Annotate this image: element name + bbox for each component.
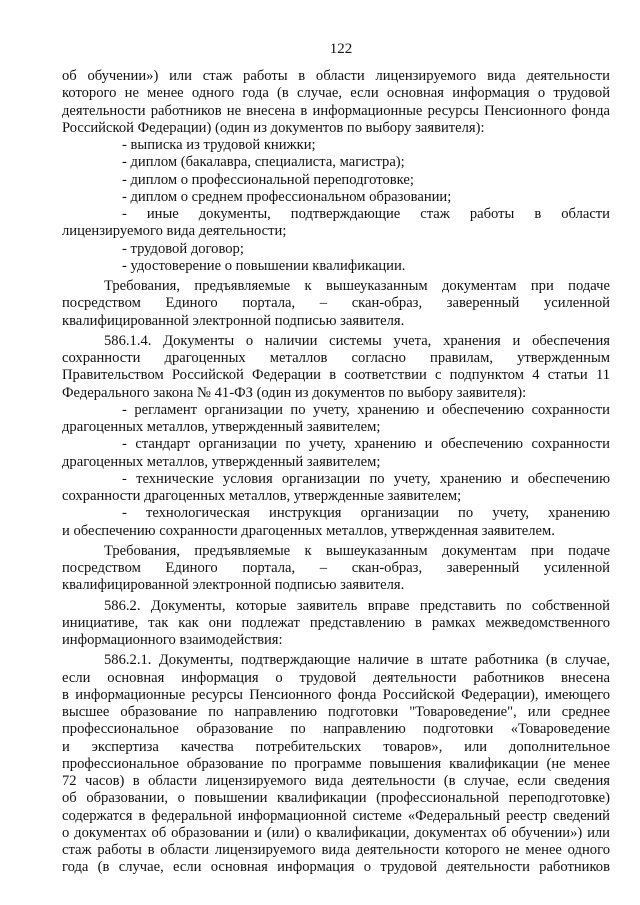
text-line: - регламент организации по учету, хранению и обеспечению сохранности — [122, 401, 610, 418]
text-line: года (в случае, если основная информация о трудовой деятельности работников — [62, 859, 610, 876]
text-line: высшее образование по направлению подготовки "Товароведение", или среднее — [62, 704, 610, 720]
text-line: - выписка из трудовой книжки; — [122, 137, 316, 153]
text-line: если основная информация о трудовой деятельности работников внесена — [62, 669, 610, 686]
text-line: и обеспечению сохранности драгоценных металлов, утвержденная заявителем. — [62, 522, 555, 539]
text-line: об образовании, о повышении квалификации (профессиональной переподготовке) — [62, 790, 610, 807]
text-line: об обучении») или стаж работы в области лицензируемого вида деятельности — [62, 68, 610, 84]
text-line: посредством Единого портала, – скан-образ, заверенный усиленной — [62, 560, 610, 576]
text-line: посредством Единого портала, – скан-образ, заверенный усиленной — [62, 295, 610, 312]
text-line: Российской Федерации) (один из документов по выбору заявителя): — [62, 119, 485, 136]
text-line: - диплом (бакалавра, специалиста, магистра); — [122, 154, 405, 171]
text-line: - технические условия организации по учету, хранению и обеспечению — [122, 470, 610, 487]
text-line: драгоценных металлов, утвержденный заявителем; — [62, 453, 381, 470]
text-line: сохранности драгоценных металлов согласно правилам, утвержденным — [62, 350, 610, 366]
text-line: деятельности работников не внесена в информационные ресурсы Пенсионного фонда — [62, 102, 610, 119]
page-number: 122 — [329, 41, 353, 57]
text-line: Требования, предъявляемые к вышеуказанным документам при подаче — [104, 542, 610, 559]
text-line: 586.2. Документы, которые заявитель вправе представить по собственной — [104, 597, 610, 614]
text-line: информационного взаимодействия: — [62, 632, 283, 648]
document-body — [62, 68, 610, 877]
text-line: содержатся в федеральной информационной системе «Федеральный реестр сведений — [62, 807, 610, 824]
text-line: - удостоверение о повышении квалификации. — [122, 257, 406, 274]
text-line: - трудовой договор; — [122, 240, 244, 257]
text-line: инициативе, так как они подлежат представлению в рамках межведомственного — [62, 614, 610, 631]
text-line: Требования, предъявляемые к вышеуказанным документам при подаче — [104, 278, 610, 294]
text-line: сохранности драгоценных металлов, утвержденные заявителем; — [62, 488, 462, 504]
text-line: о документах об образовании и (или) о квалификации, документах об обучении») или — [62, 824, 610, 841]
text-line: профессиональное образование по направлению подготовки «Товароведение — [62, 721, 610, 738]
text-line: квалифицированной электронной подписью заявителя. — [62, 577, 405, 594]
text-line: драгоценных металлов, утвержденный заявителем; — [62, 419, 381, 435]
text-line: 72 часов) в области лицензируемого вида деятельности (в случае, если сведения — [62, 773, 610, 789]
text-line: - диплом о профессиональной переподготовке; — [122, 171, 414, 188]
text-line: - диплом о среднем профессиональном образовании; — [122, 188, 452, 205]
text-line: 586.1.4. Документы о наличии системы учета, хранения и обеспечения — [104, 332, 610, 349]
text-line: лицензируемого вида деятельности; — [62, 223, 287, 240]
text-line: квалифицированной электронной подписью заявителя. — [62, 312, 405, 329]
text-line: - иные документы, подтверждающие стаж работы в области — [122, 206, 610, 222]
text-line: в информационные ресурсы Пенсионного фонда Российской Федерации), имеющего — [62, 686, 610, 703]
text-line: которого не менее одного года (в случае, если основная информация о трудовой — [62, 85, 610, 102]
text-line: 586.2.1. Документы, подтверждающие наличие в штате работника (в случае, — [104, 652, 610, 669]
text-line: профессиональное образование по программе повышения квалификации (не менее — [62, 755, 610, 772]
text-line: - технологическая инструкция организации по учету, хранению — [122, 505, 610, 522]
text-line: - стандарт организации по учету, хранению и обеспечению сохранности — [122, 436, 610, 453]
text-line: и экспертиза качества потребительских товаров», или дополнительное — [62, 738, 610, 755]
text-line: стаж работы в области лицензируемого вида деятельности которого не менее одного — [62, 842, 610, 858]
text-line: Федерального закона № 41-ФЗ (один из документов по выбору заявителя): — [62, 384, 527, 401]
text-line: Правительством Российской Федерации в соответствии с подпунктом 4 статьи 11 — [62, 367, 610, 384]
